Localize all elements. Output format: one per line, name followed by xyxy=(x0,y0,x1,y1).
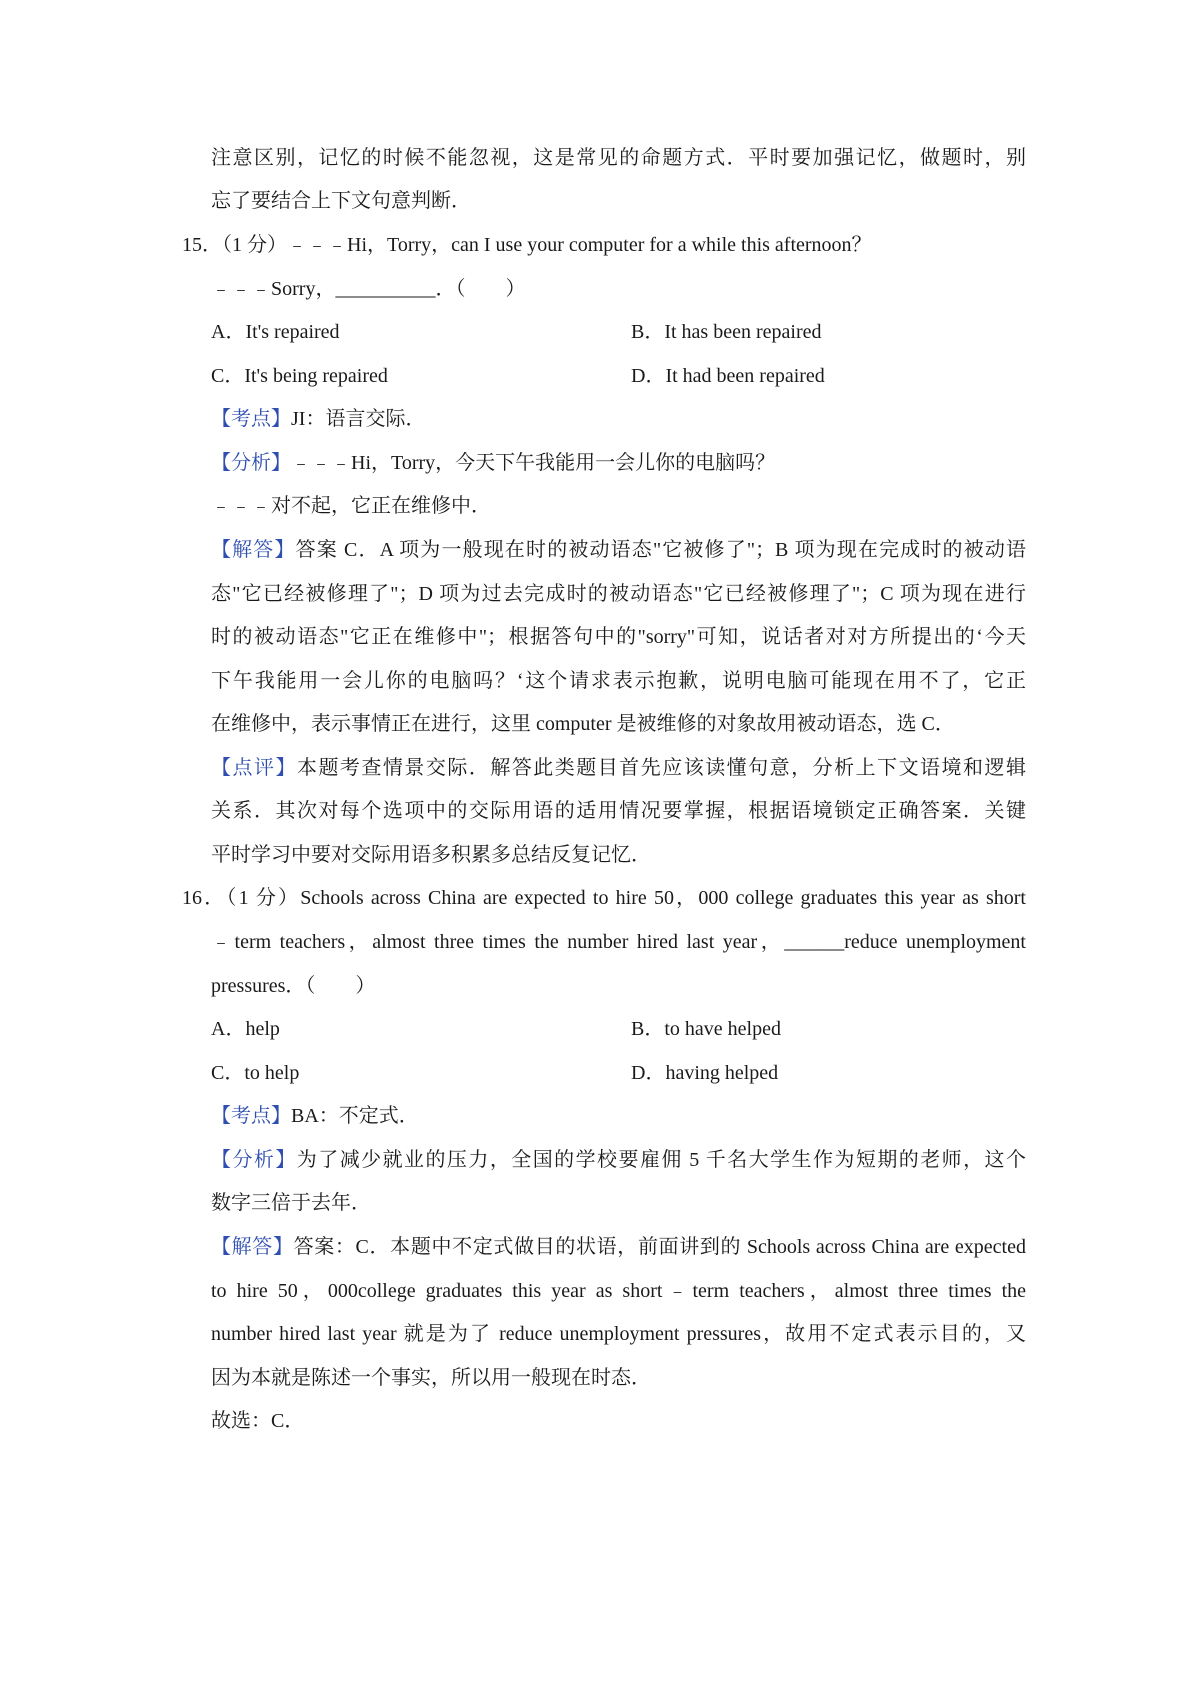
q15-jieda-tag: 【解答】 xyxy=(211,539,296,561)
q16-option-b: B．to have helped xyxy=(631,1018,781,1040)
q16-fenxi-tag: 【分析】 xyxy=(211,1149,297,1171)
q16-fenxi-text-2: 数字三倍于去年． xyxy=(211,1192,371,1214)
q16-jieda-line-1 xyxy=(211,1233,1026,1261)
q15-option-c: C．It's being repaired xyxy=(211,365,388,387)
q15-option-b: B．It has been repaired xyxy=(631,321,822,343)
q15-dianping-line-2: 关系．其次对每个选项中的交际用语的适用情况要掌握，根据语境锁定正确答案．关键 xyxy=(211,800,1026,822)
prev-explanation-line-2: 忘了要结合上下文句意判断． xyxy=(211,190,471,212)
q15-jieda-text-1: 答案 C．A 项为一般现在时的被动语态"它被修了"；B 项为现在完成时的被动语 xyxy=(295,539,1026,561)
q15-jieda-line-1 xyxy=(211,536,1026,564)
q16-stem-line-1: 16．（1 分）Schools across China are expected to hire 50，000 college graduates this year as short xyxy=(182,887,1026,909)
q15-jieda-line-5: 在维修中，表示事情正在进行，这里 computer 是被维修的对象故用被动语态，选 C． xyxy=(211,713,955,735)
q16-kaodian-tag: 【考点】 xyxy=(211,1105,291,1127)
q15-stem-line-2: ﹣﹣﹣Sorry，__________．（ ） xyxy=(211,278,526,300)
q16-jieda-line-4: 因为本就是陈述一个事实，所以用一般现在时态． xyxy=(211,1367,651,1389)
q16-kaodian-text: BA：不定式． xyxy=(291,1105,419,1127)
q15-fenxi xyxy=(211,449,775,477)
q15-fenxi-text-1: ﹣﹣﹣Hi，Torry，今天下午我能用一会儿你的电脑吗？ xyxy=(291,452,776,474)
q16-option-c: C．to help xyxy=(211,1062,300,1084)
q16-answer: 故选：C． xyxy=(211,1410,305,1432)
q16-option-d: D．having helped xyxy=(631,1062,779,1084)
q16-stem-line-2: ﹣term teachers，almost three times the number hired last year，______reduce unemployment xyxy=(211,931,1026,953)
q15-stem-line-1: 15．（1 分）﹣﹣﹣Hi，Torry，can I use your computer for a while this afternoon？ xyxy=(182,234,872,256)
q15-option-d: D．It had been repaired xyxy=(631,365,825,387)
q15-fenxi-text-2: ﹣﹣﹣对不起，它正在维修中． xyxy=(211,495,491,517)
q16-jieda-line-3: number hired last year 就是为了 reduce unemployment pressures，故用不定式表示目的，又 xyxy=(211,1323,1026,1345)
q15-dianping-line-3: 平时学习中要对交际用语多积累多总结反复记忆． xyxy=(211,844,651,866)
q16-jieda-tag: 【解答】 xyxy=(211,1236,294,1258)
q15-kaodian-tag: 【考点】 xyxy=(211,408,291,430)
q15-jieda-line-3: 时的被动语态"它正在维修中"；根据答句中的"sorry"可知，说话者对对方所提出的‘今天 xyxy=(211,626,1026,648)
q16-fenxi-line-1 xyxy=(211,1146,1026,1174)
q15-dianping-tag: 【点评】 xyxy=(211,757,297,779)
q15-dianping-line-1 xyxy=(211,754,1026,782)
q16-jieda-text-1: 答案：C．本题中不定式做目的状语，前面讲到的 Schools across China are expected xyxy=(293,1236,1026,1258)
q16-option-a: A．help xyxy=(211,1018,280,1040)
q16-jieda-line-2: to hire 50，000college graduates this year as short﹣term teachers，almost three times the xyxy=(211,1280,1026,1302)
prev-explanation-line-1: 注意区别，记忆的时候不能忽视，这是常见的命题方式．平时要加强记忆，做题时，别 xyxy=(211,147,1026,169)
q16-fenxi-text-1: 为了减少就业的压力，全国的学校要雇佣 5 千名大学生作为短期的老师，这个 xyxy=(296,1149,1027,1171)
q15-kaodian-text: JI：语言交际． xyxy=(291,408,426,430)
q15-option-a: A．It's repaired xyxy=(211,321,340,343)
q15-fenxi-tag: 【分析】 xyxy=(211,452,291,474)
q15-jieda-line-4: 下午我能用一会儿你的电脑吗？‘这个请求表示抱歉，说明电脑可能现在用不了，它正 xyxy=(211,670,1026,692)
q15-dianping-text-1: 本题考查情景交际．解答此类题目首先应该读懂句意，分析上下文语境和逻辑 xyxy=(296,757,1027,779)
q16-kaodian xyxy=(211,1102,419,1130)
q16-stem-line-3: pressures．（ ） xyxy=(211,975,376,997)
q15-jieda-line-2: 态"它已经被修理了"；D 项为过去完成时的被动语态"它已经被修理了"；C 项为现在进行 xyxy=(211,583,1026,605)
q15-kaodian xyxy=(211,405,425,433)
